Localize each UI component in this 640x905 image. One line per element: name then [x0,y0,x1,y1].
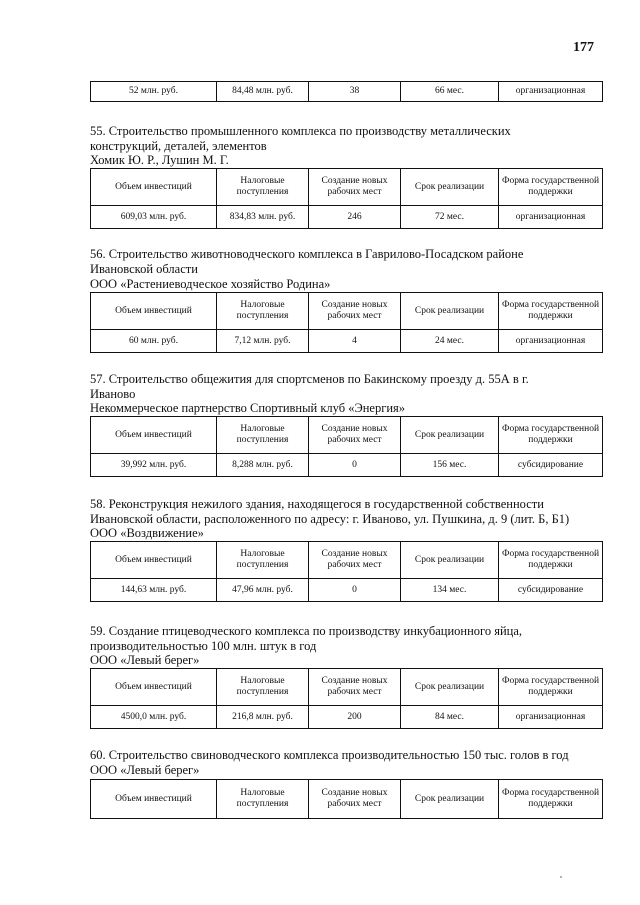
header-jobs: Создание новых рабочих мест [309,417,401,454]
header-support: Форма государственной поддержки [499,293,603,330]
header-tax: Налоговые поступления [217,417,309,454]
table-row [91,579,603,602]
cell-support: субсидирование [499,579,603,602]
header-tax: Налоговые поступления [217,293,309,330]
title-line: Иваново [90,386,136,401]
header-jobs: Создание новых рабочих мест [309,780,401,819]
continued-table [90,81,603,102]
cell-support: организационная [499,206,603,229]
title-line: конструкций, деталей, элементов [90,138,267,153]
header-term: Срок реализации [401,669,499,706]
cell-support: организационная [499,82,603,102]
cell-tax: 84,48 млн. руб. [217,82,309,102]
entry-56-table [90,292,603,353]
header-investment: Объем инвестиций [91,293,217,330]
page-number: 177 [573,40,594,55]
header-support: Форма государственной поддержки [499,542,603,579]
cell-investment: 144,63 млн. руб. [91,579,217,602]
entry-59-org: ООО «Левый берег» [90,653,200,667]
header-tax: Налоговые поступления [217,669,309,706]
header-support: Форма государственной поддержки [499,780,603,819]
header-row [91,780,603,819]
cell-tax: 8,288 млн. руб. [217,454,309,477]
entry-59-table [90,668,603,729]
header-row [91,542,603,579]
cell-tax: 47,96 млн. руб. [217,579,309,602]
entry-57-title [90,372,598,401]
entry-58-table [90,541,603,602]
title-line: 59. Создание птицеводческого комплекса по производству инкубационного яйца, [90,624,523,638]
header-term: Срок реализации [401,293,499,330]
entry-60-title [90,748,598,763]
title-line: Ивановской области, расположенного по адресу: г. Иваново, ул. Пушкина, д. 9 (лит. Б, Б1) [90,511,570,526]
cell-tax: 216,8 млн. руб. [217,706,309,729]
header-investment: Объем инвестиций [91,169,217,206]
title-line: 57. Строительство общежития для спортсменов по Бакинскому проезду д. 55А в г. [90,372,529,386]
cell-investment: 52 млн. руб. [91,82,217,102]
entry-58-org: ООО «Воздвижение» [90,526,204,540]
scan-speck [560,876,562,878]
entry-56-org: ООО «Растениеводческое хозяйство Родина» [90,277,331,291]
table-row [91,82,603,102]
header-term: Срок реализации [401,780,499,819]
entry-55-org: Хомик Ю. Р., Лушин М. Г. [90,153,229,167]
header-jobs: Создание новых рабочих мест [309,542,401,579]
entry-60-org: ООО «Левый берег» [90,763,200,777]
header-tax: Налоговые поступления [217,169,309,206]
header-row [91,669,603,706]
cell-jobs: 38 [309,82,401,102]
header-row [91,417,603,454]
table-row [91,706,603,729]
cell-investment: 39,992 млн. руб. [91,454,217,477]
header-support: Форма государственной поддержки [499,417,603,454]
cell-investment: 60 млн. руб. [91,330,217,353]
header-jobs: Создание новых рабочих мест [309,169,401,206]
header-tax: Налоговые поступления [217,780,309,819]
cell-term: 72 мес. [401,206,499,229]
table-row [91,454,603,477]
cell-investment: 4500,0 млн. руб. [91,706,217,729]
header-investment: Объем инвестиций [91,417,217,454]
cell-jobs: 0 [309,579,401,602]
title-line: производительностью 100 млн. штук в год [90,638,317,653]
header-jobs: Создание новых рабочих мест [309,293,401,330]
header-tax: Налоговые поступления [217,542,309,579]
cell-term: 156 мес. [401,454,499,477]
title-line: 58. Реконструкция нежилого здания, находящегося в государственной собственности [90,497,544,511]
header-term: Срок реализации [401,417,499,454]
title-line: 60. Строительство свиноводческого комплекса производительностью 150 тыс. голов в год [90,748,569,762]
header-term: Срок реализации [401,542,499,579]
header-row [91,293,603,330]
header-jobs: Создание новых рабочих мест [309,669,401,706]
header-investment: Объем инвестиций [91,780,217,819]
entry-56-title [90,247,598,276]
entry-55-table [90,168,603,229]
header-term: Срок реализации [401,169,499,206]
entry-57-org: Некоммерческое партнерство Спортивный клуб «Энергия» [90,401,406,415]
title-line: 55. Строительство промышленного комплекса по производству металлических [90,124,511,138]
title-line: 56. Строительство животноводческого комплекса в Гаврилово-Посадском районе [90,247,524,261]
entry-57-table [90,416,603,477]
entry-59-title [90,624,598,653]
cell-term: 24 мес. [401,330,499,353]
header-support: Форма государственной поддержки [499,169,603,206]
cell-jobs: 246 [309,206,401,229]
cell-tax: 7,12 млн. руб. [217,330,309,353]
header-investment: Объем инвестиций [91,669,217,706]
title-line: Ивановской области [90,261,198,276]
cell-investment: 609,03 млн. руб. [91,206,217,229]
cell-jobs: 4 [309,330,401,353]
cell-term: 84 мес. [401,706,499,729]
table-row [91,330,603,353]
cell-support: организационная [499,330,603,353]
entry-58-title [90,497,598,526]
cell-support: организационная [499,706,603,729]
cell-jobs: 200 [309,706,401,729]
entry-60-table [90,779,603,819]
cell-term: 66 мес. [401,82,499,102]
entry-55-title [90,124,598,153]
cell-tax: 834,83 млн. руб. [217,206,309,229]
cell-support: субсидирование [499,454,603,477]
header-investment: Объем инвестиций [91,542,217,579]
table-row [91,206,603,229]
cell-term: 134 мес. [401,579,499,602]
header-row [91,169,603,206]
header-support: Форма государственной поддержки [499,669,603,706]
cell-jobs: 0 [309,454,401,477]
